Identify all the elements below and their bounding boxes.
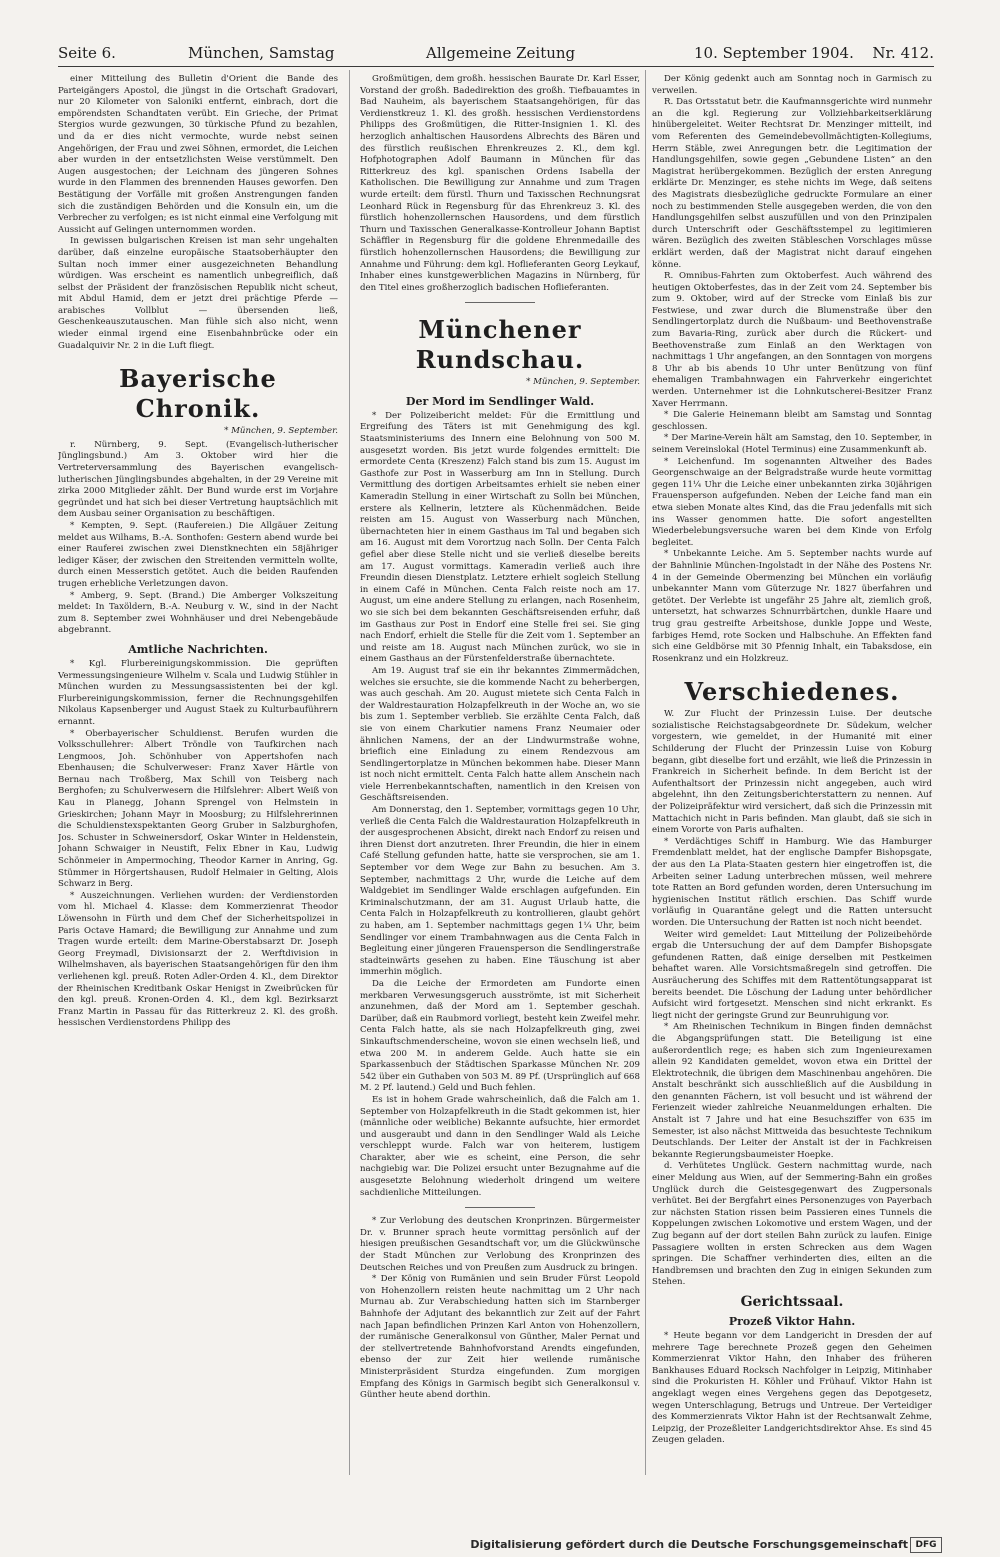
- place-day: München, Samstag: [188, 44, 335, 62]
- article-paragraph: W. Zur Flucht der Prinzessin Luise. Der deutsche sozialistische Reichstagsabgeordnete Dr. Südekum, welcher vorgestern, wie gemeldet, in der Humanité mit einer Schilderung der Flucht der Prinzessin Luise von Koburg begann, gibt dieselbe fort und erzählt, wie ließ die Prinzessin in Frankreich in Sicherheit befinde. In dem Bericht ist der Aufenthaltsort der Prinzessin nicht angegeben, auch wird abgelehnt, ihn den Zeitungsberichterstattern zu nennen. Auf der Polizeipräfektur wird versichert, daß sich die Prinzessin mit Mattachich nicht in Paris befinden. Man glaubt, daß sie sich in einem Vororte von Paris aufhalten.: [652, 709, 932, 836]
- article-paragraph: * Heute begann vor dem Landgericht in Dresden der auf mehrere Tage berechnete Prozeß gegen den Geheimen Kommerzienrat Viktor Hahn, den Inhaber des früheren Bankhauses Eduard Rocksch Nachfolger in Leipzig, Mitinhaber sind die Prokuristen H. Köhler und Frühauf. Viktor Hahn ist angeklagt wegen eines Vergehens gegen das Depotgesetz, wegen Unterschlagung, Betrugs und Untreue. Der Verteidiger des Kommerzienrats Viktor Hahn ist der Rechtsanwalt Zehme, Leipzig, der Prozeßleiter Landgerichtsdirektor Ahse. Es sind 45 Zeugen geladen.: [652, 1330, 932, 1446]
- article-paragraph: * Unbekannte Leiche. Am 5. September nachts wurde auf der Bahnlinie München-Ingolstadt in der Nähe des Postens Nr. 4 in der Gemeinde Obermenzing bei München ein vorläufig unbekannter Mann vom Güterzuge Nr. 1827 überfahren und getötet. Der Verlebte ist ungefähr 25 Jahre alt, ziemlich groß, untersetzt, hat schwarzes Schnurrbärtchen, dunkle Haare und trug grau gestreifte Arbeitshose, dunkle Joppe und Weste, farbiges Hemd, rote Socken und Halbschuhe. An Effekten fand sich eine Geldbörse mit 30 Pfennig Inhalt, ein Tabaksdose, ein Rosenkranz und ein Holzkreuz.: [652, 549, 932, 664]
- article-paragraph: * Kempten, 9. Sept. (Raufereien.) Die Allgäuer Zeitung meldet aus Wilhams, B.-A. Sonthofen: Gestern abend wurde bei einer Rauferei zwischen zwei Dienstknechten ein 58jähriger lediger Käser, der zwischen den Streitenden vermitteln wollte, durch einen Messerstich getötet. Auch die beiden Raufenden trugen erhebliche Verletzungen davon.: [58, 521, 338, 589]
- section-title: Münchener Rundschau.: [415, 315, 585, 375]
- header-rule: [58, 66, 934, 67]
- article-paragraph: * Auszeichnungen. Verliehen wurden: der Verdienstorden vom hl. Michael 4. Klasse: dem Kommerzienrat Theodor Löwensohn in Fürth und dem Chef der Sicherheitspolizei in Paris Octave Hamard; die Bewilligung zur Annahme und zum Tragen wurde erteilt: dem Marine-Oberstabsarzt Dr. Joseph Georg Freymadl, Divisionsarzt der 2. Werftdivision in Wilhelmshaven, als bayerischen Staatsangehörigen für den ihm verliehenen kgl. preuß. Roten Adler-Orden 4. Kl., dem Direktor der Rheinischen Kreditbank Oskar Henigst in Zweibrücken für den kgl. preuß. Kronen-Orden 4. Kl., dem kgl. Bezirksarzt Franz Martin in Passau für das Ritterkreuz 2. Kl. des großh. hessischen Verdienstordens Philipp des: [58, 890, 338, 1029]
- page-number: Seite 6.: [58, 44, 116, 62]
- article-paragraph: Da die Leiche der Ermordeten am Fundorte einen merkbaren Verwesungsgeruch ausströmte, ist mit Sicherheit anzunehmen, daß der Mord am 1. September geschah. Darüber, daß ein Raubmord vorliegt, besteht kein Zweifel mehr. Centa Falch hatte, als sie nach Holzapfelkreuth ging, zwei Sinkauftschmenderscheine, wovon sie einen wechseln ließ, und etwa 200 M. in anderem Gelde. Auch hatte sie ein Sparkassenbuch der Städtischen Sparkasse München Nr. 209 542 über ein Guthaben von 503 M. 89 Pf. (Ursprünglich auf 668 M. 2 Pf. lautend.) Geld und Buch fehlen.: [360, 978, 640, 1094]
- article-paragraph: In gewissen bulgarischen Kreisen ist man sehr ungehalten darüber, daß einzelne europäische Staatsoberhäupter den Sultan noch immer einer ausgezeichneten Behandlung würdigen. Was erscheint es namentlich unbegreiflich, daß selbst der Präsident der französischen Republik nicht scheut, mit Abdul Hamid, dem er jetzt drei prächtige Pferde — arabisches Vollblut — übersenden ließ, Geschenkeauszutauschen. Man fühle sich also nicht, wenn wieder einmal irgend eine Eisenbahnbrücke oder ein Guadalquivir Nr. 2 in die Luft fliegt.: [58, 236, 338, 351]
- article-paragraph: * Leichenfund. Im sogenannten Altweiher des Bades Georgenschwaige an der Belgradstraße wurde heute vormittag gegen 11¼ Uhr die Leiche einer unbekannten zirka 30jährigen Frauensperson aufgefunden. Neben der Leiche fand man ein etwa sieben Monate altes Kind, das die Frau jedenfalls mit sich ins Wasser genommen hatte. Die sofort angestellten Wiederbelebungsversuche waren bei dem Kinde von Erfolg begleitet.: [652, 456, 932, 548]
- column-divider: [645, 70, 646, 1475]
- page-header: [58, 44, 934, 66]
- dateline: * München, 9. September.: [224, 426, 338, 437]
- article-paragraph: * Der Marine-Verein hält am Samstag, den 10. September, in seinem Vereinslokal (Hotel Terminus) eine Zusammenkunft ab.: [652, 433, 932, 455]
- separator: [465, 1207, 535, 1208]
- section-title: Gerichtssaal.: [740, 1293, 844, 1310]
- footer-credit: Digitalisierung gefördert durch die Deutsche Forschungsgemeinschaft: [470, 1538, 908, 1551]
- article-paragraph: R. Omnibus-Fahrten zum Oktoberfest. Auch während des heutigen Oktoberfestes, das in der Zeit vom 24. September bis zum 9. Oktober, wird auf der Strecke vom Einlaß bis zur Festwiese, und zwar durch die Blumenstraße über den Sendlingertorplatz durch die Nußbaum- und Beethovenstraße zum Bavaria-Ring, zurück aber durch die Rückert- und Beethovenstraße zum Einlaß an den Werktagen von nachmittags 1 Uhr angefangen, an den Sonntagen von morgens 8 Uhr ab bis abends 10 Uhr unter Benützung von fünf ehemaligen Trambahnwagen ein Fahrverkehr eingerichtet werden. Unternehmer ist die Lohnkutscherei-Besitzer Franz Xaver Herrmann.: [652, 271, 932, 409]
- article-paragraph: * Am Rheinischen Technikum in Bingen finden demnächst die Abgangsprüfungen statt. Die Beteiligung ist eine außerordentlich rege; es haben sich zum Ingenieurexamen allein 92 Kandidaten gemeldet, wovon etwa ein Drittel der Elektrotechnik, die übrigen dem Maschinenbau angehören. Die Anstalt beschränkt sich ausschließlich auf die Ausbildung in den genannten Fächern, ist voll besucht und ist während der Ferienzeit wieder zahlreiche Neuanmeldungen erhalten. Die Anstalt ist 7 Jahre und hat eine Besuchsziffer von 635 im Semester, ist also nächst Mittweida das besuchteste Technikum Deutschlands. Der Leiter der Anstalt ist der in Fachkreisen bekannte Regierungsbaumeister Hoepke.: [652, 1022, 932, 1160]
- column-1: [58, 74, 338, 1474]
- paper-name: Allgemeine Zeitung: [426, 44, 576, 62]
- subsection-title: Der Mord im Sendlinger Wald.: [405, 394, 595, 408]
- section-title: Verschiedenes.: [684, 677, 900, 707]
- footer: [0, 1532, 1000, 1557]
- article-paragraph: Es ist in hohem Grade wahrscheinlich, daß die Falch am 1. September von Holzapfelkreuth in die Stadt gekommen ist, hier (männliche oder weibliche) Bekannte aufsuchte, hier ermordet und ausgeraubt und dann in den Sendlinger Wald als Leiche verschleppt wurde. Falch war von heiterem, lustigem Charakter, aber wie es scheint, eine Person, die sehr nachgiebig war. Die Polizei ersucht unter Bezugnahme auf die ausgesetzte Belohnung wiederholt dringend um weitere sachdienliche Mitteilungen.: [360, 1094, 640, 1198]
- article-paragraph: Weiter wird gemeldet: Laut Mitteilung der Polizeibehörde ergab die Untersuchung der auf dem Dampfer Bishopsgate gefundenen Ratten, daß einige derselben mit Pestkeimen behaftet waren. Alle Vorsichtsmaßregeln sind getroffen. Die Ausräucherung des Schiffes mit dem Rattentötungsapparat ist bereits beendet. Die Löschung der Ladung unter behördlicher Aufsicht wird fortgesetzt. Menschen sind nicht erkrankt. Es liegt nicht der geringste Grund zur Beunruhigung vor.: [652, 929, 932, 1021]
- subsection-title: Prozeß Viktor Hahn.: [728, 1314, 856, 1328]
- issue-number: Nr. 412.: [872, 44, 934, 62]
- subsection-title: Amtliche Nachrichten.: [128, 642, 268, 656]
- article-paragraph: * Verdächtiges Schiff in Hamburg. Wie das Hamburger Fremdenblatt meldet, hat der englische Dampfer Bishopsgate, der aus den La Plata-Staaten gestern hier eingetroffen ist, die Arbeiten seiner Ladung unterbrechen müssen, weil mehrere tote Ratten an Bord gefunden worden, deren Untersuchung im hygienischen Institut rätlich erschien. Das Schiff wurde vorläufig in Quarantäne gelegt und die Ratten untersucht worden. Die Untersuchung der Ratten ist noch nicht beendet.: [652, 836, 932, 928]
- article-paragraph: R. Das Ortsstatut betr. die Kaufmannsgerichte wird nunmehr an die kgl. Regierung zur Vollziehbarkeitserklärung hinübergeleitet. Weiter Rechtsrat Dr. Menzinger mitteilt, ind vom Referenten des Gemeindebevollmächtigten-Kollegiums, Herrn Stäble, zwei Anregungen betr. die Legitimation der Handlungsgehilfen, sowie gegen „Gebundene Listen“ an den Magistrat herübergekommen. Bezüglich der ersten Anregung erklärte Dr. Menzinger, es stehe nichts im Wege, daß seitens des Magistrats diesbezügliche gedruckte Formulare an einer noch zu bestimmenden Stelle ausgegeben werden, die von den Handlungsgehilfen selbst auszufüllen und von den Prinzipalen durch Unterschrift oder Geschäftsstempel zu legitimieren wären. Bezüglich des zweiten Stäbleschen Vorschlages müsse erklärt werden, daß der Magistrat nicht darauf eingehen könne.: [652, 97, 932, 270]
- article-paragraph: Großmütigen, dem großh. hessischen Baurate Dr. Karl Esser, Vorstand der großh. Badedirektion des großh. Tiefbauamtes in Bad Nauheim, als bayerischem Staatsangehörigen, für das Verdienstkreuz 1. Kl. des großh. hessischen Verdienstordens Philipps des Großmütigen, die Ritter-Insignien 1. Kl. des herzoglich anhaltischen Hausordens Albrechts des Bären und des fürstlich reußischen Ehrenkreuzes 2. Kl., dem kgl. Hofphotographen Adolf Baumann in München für das Ritterkreuz des kgl. spanischen Ordens Isabella der Katholischen. Die Bewilligung zur Annahme und zum Tragen wurde erteilt: dem fürstl. Thurn und Taxisschen Rechnungsrat Leonhard Rück in Regensburg für das Ehrenkreuz 3. Kl. des fürstlich hohenzollernschen Hausordens, und dem fürstlich Thurn und Taxisschen Generalkasse-Kontrolleur Johann Baptist Schäffler in Regensburg für die goldene Ehrenmedaille des fürstlich hohenzollernschen Hausordens; die Bewilligung zur Annahme und Führung: dem kgl. Hoflieferanten Georg Leykauf, Inhaber eines kunstgewerblichen Magazins in Nürnberg, für den Titel eines großherzoglich badischen Hoflieferanten.: [360, 74, 640, 293]
- column-divider: [349, 70, 350, 1475]
- article-paragraph: * Zur Verlobung des deutschen Kronprinzen. Bürgermeister Dr. v. Brunner sprach heute vormittag persönlich auf der hiesigen preußischen Gesandtschaft vor, um die Glückwünsche der Stadt München zur Verlobung des Kronprinzen des Deutschen Reiches und von Preußen zum Ausdruck zu bringen.: [360, 1216, 640, 1273]
- issue-date: 10. September 1904.: [694, 44, 854, 62]
- article-paragraph: * Amberg, 9. Sept. (Brand.) Die Amberger Volkszeitung meldet: In Taxöldern, B.-A. Neuburg v. W., sind in der Nacht zum 8. September zwei Wohnhäuser und drei Nebengebäude abgebrannt.: [58, 590, 338, 636]
- column-2: [360, 74, 640, 1474]
- article-paragraph: * Die Galerie Heinemann bleibt am Samstag und Sonntag geschlossen.: [652, 410, 932, 432]
- article-paragraph: Am 19. August traf sie ein ihr bekanntes Zimmermädchen, welches sie ersuchte, sie die kommende Nacht zu beherbergen, was auch geschah. Am 20. August mietete sich Centa Falch in der Waldrestauration Holzapfelkreuth in der Woche an, wo sie bis zum 1. September verblieb. Sie erzählte Centa Falch, daß sie von einem Charkutier namens Franz Neumaier oder ähnlichen Namens, der an der Lindwurmstraße wohne, brieflich eine Einladung zu einem Rendezvous am Sendlingertorplatze in München bekommen habe. Dieser Mann ist noch nicht ermittelt. Centa Falch hatte allem Anschein nach viele Herrenbekanntschaften, namentlich in den Kreisen von Geschäftsreisenden.: [360, 665, 640, 804]
- article-paragraph: * Der Polizeibericht meldet: Für die Ermittlung und Ergreifung des Täters ist mit Genehmigung des kgl. Staatsministeriums des Innern eine Belohnung von 500 M. ausgesetzt worden. Bis jetzt wurde folgendes ermittelt: Die ermordete Centa (Kreszenz) Falch stand bis zum 15. August im Gasthofe zur Post in Wasserburg am Inn in Stellung. Durch Vermittlung des dortigen Arbeitsamtes erhielt sie neben einer Kameradin Stellung in einer Wirtschaft zu Solln bei München, erstere als Kellnerin, letztere als Küchenmädchen. Beide reisten am 15. August von Wasserburg nach München, übernachteten hier in einem Gasthaus im Tal und begaben sich am 16. August mit dem Vorortzug nach Solln. Der Centa Falch gefiel aber diese Stelle nicht und sie verließ dieselbe bereits am 17. August vormittags. Kameradin verließ auch ihre Freundin diesen Dienstplatz. Letztere erhielt sogleich Stellung in einem Café in München. Centa Falch reiste noch am 17. August, um eine andere Stellung zu erlangen, nach Rosenheim, wo sie sich bei dem bekannten Geschäftsreisenden erfuhr, daß im Gasthaus zur Post in Endorf eine Stelle frei sei. Sie ging nach Endorf, erhielt die Stelle für die Zeit vom 1. September an und reiste am 18. August nach München zurück, wo sie in einem Gasthaus an der Fürstenfelderstraße übernachtete.: [360, 410, 640, 665]
- article-paragraph: * Der König von Rumänien und sein Bruder Fürst Leopold von Hohenzollern reisten heute nachmittag um 2 Uhr nach Murnau ab. Zur Verabschiedung hatten sich im Starnberger Bahnhofe der Adjutant des bekanntlich zur Zeit auf der Fahrt nach Japan befindlichen Prinzen Karl Anton von Hohenzollern, der rumänische Generalkonsul von Günther, Maler Pernat und der stellvertretende Bahnhofvorstand Arendts eingefunden, ebenso der zur Zeit hier weilende rumänische Ministerpräsident Sturdza eingefunden. Zum morgigen Empfang des Königs in Garmisch begibt sich Generalkonsul v. Günther heute abend dorthin.: [360, 1274, 640, 1401]
- section-title: Bayerische Chronik.: [119, 364, 277, 424]
- separator: [465, 302, 535, 303]
- column-3: [652, 74, 932, 1474]
- article-paragraph: * Oberbayerischer Schuldienst. Berufen wurden die Volksschullehrer: Albert Tröndle von Taufkirchen nach Lengmoos, Joh. Schönhuber von Appertshofen nach Ebenhausen; die Schulverweser: Franz Xaver Härtle von Bernau nach Troßberg, Max Schill von Teisberg nach Berghofen; zu Schulverwesern die Hilfslehrer: Albert Weiß von Kau in Planegg, Johann Sprengel von Helmstein in Grieskirchen; Johann Mayr in Moosburg; zu Hilfslehrerinnen die Schuldienstexspektanten Georg Gruber in Salzburghofen, Jos. Schuster in Schweinersdorf, Oskar Winter in Heldenstein, Johann Schwaiger in Neustift, Felix Ebner in Kau, Ludwig Schönmeier in Ampermoching, Theodor Karner in Anring, Gg. Stümmer in Hörgertshausen, Rudolf Helmaier in Gelting, Alois Schwarz in Berg.: [58, 728, 338, 890]
- article-paragraph: * Kgl. Flurbereinigungskommission. Die geprüften Vermessungsingenieure Wilhelm v. Scala und Ludwig Stühler in München wurden zu Messungsassistenten bei der kgl. Flurbereinigungskommission, ferner die Rechnungsgehilfen Nikolaus Kapsenberger und August Staek zu Kulturbauführern ernannt.: [58, 658, 338, 727]
- dfg-logo: DFG: [910, 1537, 942, 1553]
- article-paragraph: r. Nürnberg, 9. Sept. (Evangelisch-lutherischer Jünglingsbund.) Am 3. Oktober wird hier die Vertreterversammlung des Bayerischen evangelisch-lutherischen Jünglingsbundes abgehalten, in der 29 Vereine mit zirka 2000 Mitglieder zählt. Der Bund wurde erst im Vorjahre gegründet und hat sich bei dieser Vertretung hauptsächlich mit dem Ausbau seiner Organisation zu beschäftigen.: [58, 439, 338, 520]
- article-paragraph: Der König gedenkt auch am Sonntag noch in Garmisch zu verweilen.: [652, 74, 932, 96]
- article-paragraph: einer Mitteilung des Bulletin d'Orient die Bande des Parteigängers Apostol, die jüngst in die Ortschaft Gradovari, nur 20 Kilometer von Saloniki entfernt, einbrach, dort die empörendsten Schandtaten verübt. Ein Grieche, der Primat Stergios wurde gezwungen, 30 türkische Pfund zu bezahlen, und da er dies nicht vermochte, wurde nebst seinen Angehörigen, der Frau und zwei Söhnen, ermordet, die Leichen aber wurden in der entsetzlichsten Weise verstümmelt. Den Augen ausgestochen; der Leichnam des jüngeren Sohnes wurde in den Flammen des brennenden Hauses geworfen. Den Bestätigung der Vorfälle mit großen Anstrengungen fanden sich die zuständigen Behörden und die Konsuln ein, um die Verbrecher zu verfolgen; es ist nicht einmal eine Verfolgung mit Aussicht auf Gelingen unternommen worden.: [58, 74, 338, 235]
- dateline: * München, 9. September.: [526, 377, 640, 388]
- article-paragraph: Am Donnerstag, den 1. September, vormittags gegen 10 Uhr, verließ die Centa Falch die Waldrestauration Holzapfelkreuth in der ausgesprochenen Absicht, direkt nach Endorf zu reisen und ihren Dienst dort anzutreten. Ihrer Freundin, die hier in einem Café Stellung gefunden hatte, hatte sie versprochen, sie am 1. September vor dem Wege zur Bahn zu besuchen. Am 3. September, nachmittags 2 Uhr, wurde die Leiche auf dem Waldgebiet im Sendlinger Walde erschlagen aufgefunden. Ein Kriminalschutzmann, der am 31. August Urlaub hatte, die Centa Falch in Holzapfelkreuth zu kontrollieren, glaubt gehört zu haben, am 1. September nachmittags gegen 1¼ Uhr, beim Sendlinger vor einem Trambahnwagen aus die Centa Falch in Begleitung einer jüngeren Frauensperson die Sendlingerstraße stadteinwärts gesehen zu haben. Eine Täuschung ist aber immerhin möglich.: [360, 805, 640, 978]
- article-paragraph: d. Verhütetes Unglück. Gestern nachmittag wurde, nach einer Meldung aus Wien, auf der Semmering-Bahn ein großes Unglück durch die Geistesgegenwart des Zugpersonals verhütet. Bei der Bergfahrt eines Personenzuges von Payerbach zur nächsten Station rissen beim Passieren eines Tunnels die Koppelungen zwischen Lokomotive und erstem Wagen, und der Zug begann auf der dort steilen Bahn zurück zu laufen. Einige Passagiere wollten in ersten Schrecken aus dem Wagen springen. Die Schaffner verhinderten dies, eilten an die Handbremsen und brachten den Zug in einigen Sekunden zum Stehen.: [652, 1161, 932, 1288]
